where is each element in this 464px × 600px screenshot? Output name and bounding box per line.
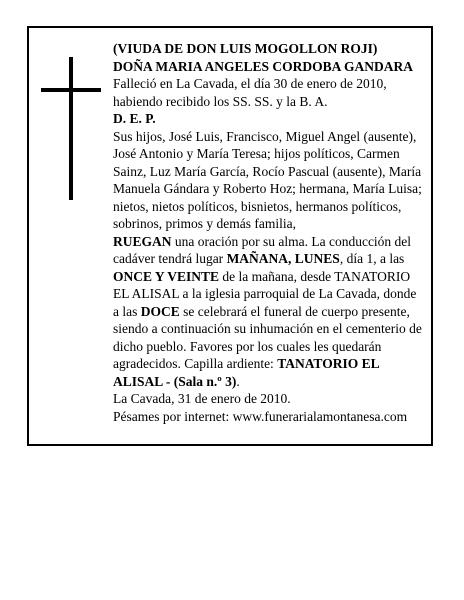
death-statement: Falleció en La Cavada, el día 30 de enero de 2010, habiendo recibido los SS. SS. y la B. A. xyxy=(113,76,387,109)
ruegan-word: RUEGAN xyxy=(113,233,172,249)
date-line: La Cavada, 31 de enero de 2010. xyxy=(113,391,291,406)
condolences-line: Pésames por internet: www.funerarialamontanesa.com xyxy=(113,408,408,424)
deceased-name: DOÑA MARIA ANGELES CORDOBA GANDARA xyxy=(113,58,414,74)
funeral-text-1: una oración por su alma. La conducción del cadáver tendrá lugar xyxy=(113,233,412,266)
cross-vertical-bar xyxy=(69,57,73,200)
notice-text xyxy=(113,40,425,425)
widow-of-line: (VIUDA DE DON LUIS MOGOLLON ROJI) xyxy=(113,41,378,56)
obituary-notice xyxy=(27,26,433,446)
funeral-time: ONCE Y VEINTE xyxy=(113,268,220,284)
dep-line: D. E. P. xyxy=(113,111,156,126)
funeral-text-2: , día 1, a las xyxy=(339,251,405,266)
family-list: Sus hijos, José Luis, Francisco, Miguel Angel (ausente), José Antonio y María Teresa; hijos políticos, Carmen Sainz, Luz María García, Rocío Pascual (ausente), María Manuela Gándara y Roberto Hoz; hermana, María Luisa; nietos, nietos políticos, bisnietos, hermanos políticos, sobrinos, primos y demás familia, xyxy=(113,128,422,231)
cross-horizontal-bar xyxy=(41,88,101,92)
funeral-text-3: de la mañana, desde TANATORIO EL ALISAL a la iglesia parroquial de La Cavada, donde a las xyxy=(113,268,417,319)
funeral-text-4: se celebrará el funeral de cuerpo presente, siendo a continuación su inhumación en el cementerio de dicho pueblo. Favores por los cuales les quedarán agradecidos. Capilla ardiente: xyxy=(113,303,422,371)
funeral-details xyxy=(113,233,425,391)
funeral-day: MAÑANA, LUNES xyxy=(226,251,340,266)
funeral-text-5: . xyxy=(236,373,240,389)
mass-time: DOCE xyxy=(140,303,180,319)
chapel-location: TANATORIO EL ALISAL - (Sala n.º 3) xyxy=(113,356,379,389)
